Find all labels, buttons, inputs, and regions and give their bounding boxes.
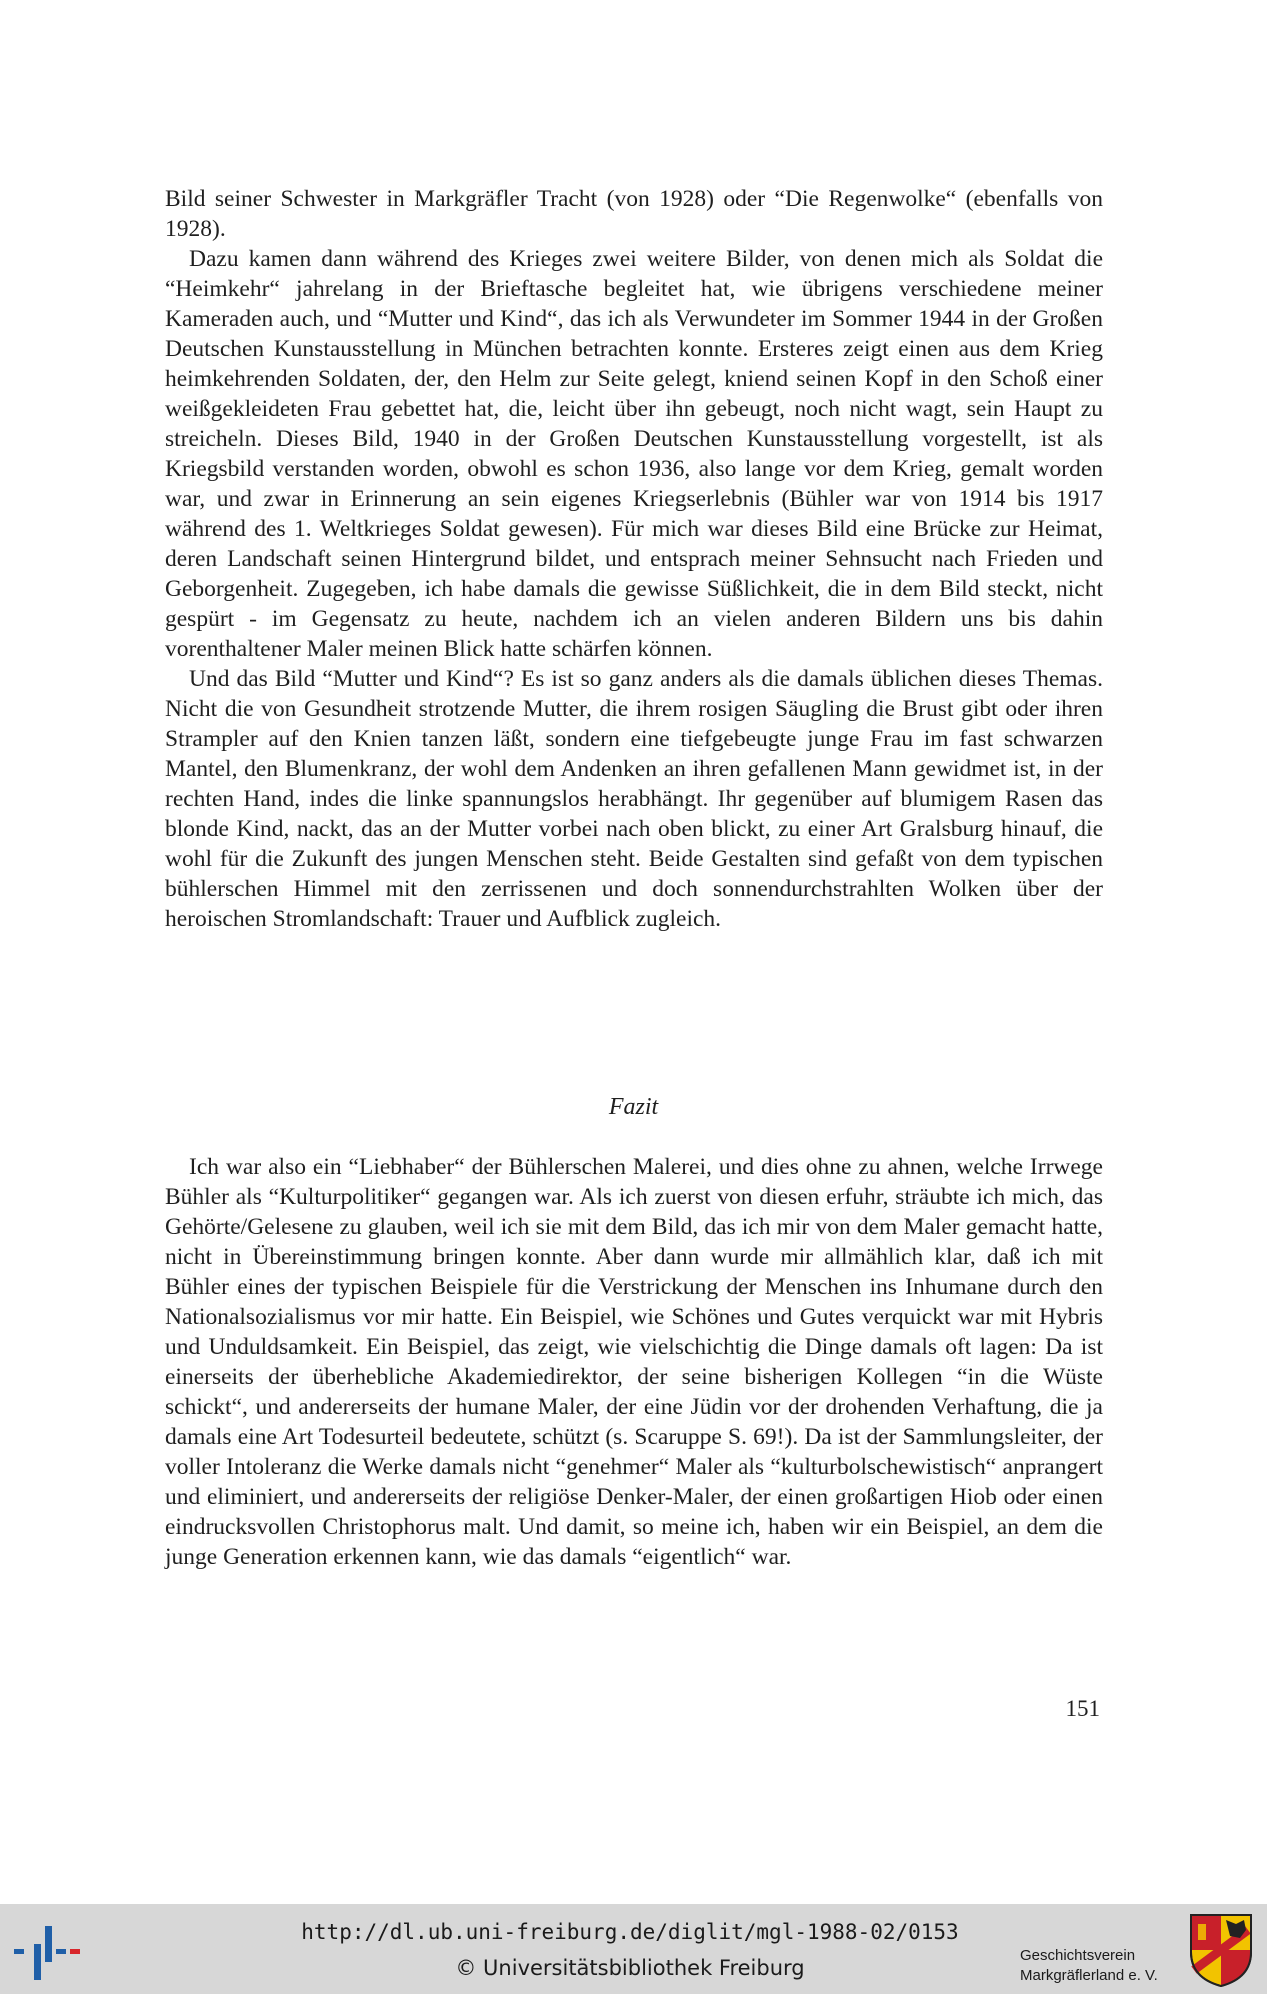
coat-of-arms-icon[interactable] [1188,1912,1254,1988]
body-text-fazit [165,1152,1103,1572]
section-heading: Fazit [608,1094,659,1120]
ub-freiburg-logo-icon[interactable] [12,1924,82,1982]
paragraph: Ich war also ein “Liebhaber“ der Bühlerschen Malerei, und dies ohne zu ahnen, welche Irrwege Bühler als “Kulturpolitiker“ gegangen war. Als ich zuerst von diesen erfuhr, sträubte ich mich, das Gehörte/Gelesene zu glauben, weil ich sie mit dem Bild, das ich mir von dem Maler gemacht hatte, nicht in Übereinstimmung bringen konnte. Aber dann wurde mir allmählich klar, daß ich mit Bühler eines der typischen Beispiele für die Verstrickung der Menschen ins Inhumane durch den Nationalsozialismus vor mir hatte. Ein Beispiel, wie Schönes und Gutes verquickt war mit Hybris und Unduldsamkeit. Ein Beispiel, das zeigt, wie vielschichtig die Dinge damals oft lagen: Da ist einerseits der überhebliche Akademiedirektor, der seine bisherigen Kollegen “in die Wüste schickt“, und andererseits der humane Maler, der eine Jüdin vor der drohenden Verhaftung, die ja damals eine Art Todesurteil bedeutete, schützt (s. Scaruppe S. 69!). Da ist der Sammlungsleiter, der voller Intoleranz die Werke damals nicht “genehmer“ Maler als “kulturbolschewistisch“ anprangert und eliminiert, und andererseits der religiöse Denker-Maler, der einen großartigen Hiob oder einen eindrucksvollen Christophorus malt. Und damit, so meine ich, haben wir ein Beispiel, an dem die junge Generation erkennen kann, wie das damals “eigentlich“ war. [165,1154,1103,1570]
society-name-line1: Geschichtsverein [1020,1947,1136,1964]
society-name-line2: Markgräflerland e. V. [1020,1967,1158,1984]
body-text-top [165,184,1103,934]
paragraph: Bild seiner Schwester in Markgräfler Tracht (von 1928) oder “Die Regenwolke“ (ebenfalls von 1928). [165,186,1103,242]
page-number: 151 [1065,1696,1100,1721]
paragraph: Dazu kamen dann während des Krieges zwei weitere Bilder, von denen mich als Soldat die “Heimkehr“ jahrelang in der Brieftasche begleitet hat, wie übrigens verschiedene meiner Kameraden auch, und “Mutter und Kind“, das ich als Verwundeter im Sommer 1944 in der Großen Deutschen Kunstausstellung in München betrachten konnte. Ersteres zeigt einen aus dem Krieg heimkehrenden Soldaten, der, den Helm zur Seite gelegt, kniend seinen Kopf in den Schoß einer weißgekleideten Frau gebettet hat, die, leicht über ihn gebeugt, noch nicht wagt, sein Haupt zu streicheln. Dieses Bild, 1940 in der Großen Deutschen Kunstausstellung vorgestellt, ist als Kriegsbild verstanden worden, obwohl es schon 1936, also lange vor dem Krieg, gemalt worden war, und zwar in Erinnerung an sein eigenes Kriegserlebnis (Bühler war von 1914 bis 1917 während des 1. Weltkrieges Soldat gewesen). Für mich war dieses Bild eine Brücke zur Heimat, deren Landschaft seinen Hintergrund bildet, und entsprach meiner Sehnsucht nach Frieden und Geborgenheit. Zugegeben, ich habe damals die gewisse Süßlichkeit, die in dem Bild steckt, nicht gespürt - im Gegensatz zu heute, nachdem ich an vielen anderen Bildern uns bis dahin vorenthaltener Maler meinen Blick hatte schärfen können. [165,246,1103,662]
paragraph: Und das Bild “Mutter und Kind“? Es ist so ganz anders als die damals üblichen dieses Themas. Nicht die von Gesundheit strotzende Mutter, die ihrem rosigen Säugling die Brust gibt oder ihren Strampler auf den Knien tanzen läßt, sondern eine tiefgebeugte junge Frau im fast schwarzen Mantel, den Blumenkranz, der wohl dem Andenken an ihren gefallenen Mann gewidmet ist, in der rechten Hand, indes die linke spannungslos herabhängt. Ihr gegenüber auf blumigem Rasen das blonde Kind, nackt, das an der Mutter vorbei nach oben blickt, zu einer Art Gralsburg hinauf, die wohl für die Zukunft des jungen Menschen steht. Beide Gestalten sind gefaßt von dem typischen bühlerschen Himmel mit den zerrissenen und doch sonnendurchstrahlten Wolken über der heroischen Stromlandschaft: Trauer und Aufblick zugleich. [165,666,1103,932]
society-name [1020,1946,1180,1986]
source-url-link[interactable]: http://dl.ub.uni-freiburg.de/diglit/mgl-1988-02/0153 [301,1920,959,1944]
footer-bar [0,1904,1267,1994]
copyright-text: © Universitätsbibliothek Freiburg [455,1956,805,1980]
